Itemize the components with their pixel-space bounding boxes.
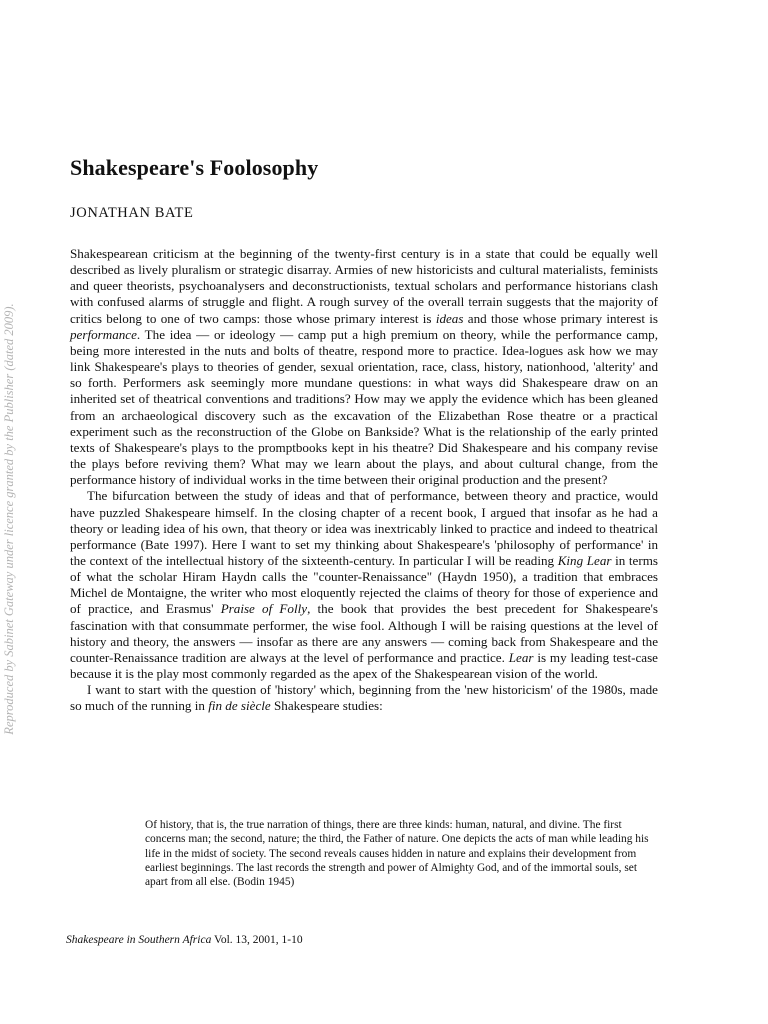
article-title: Shakespeare's Foolosophy [70, 155, 319, 180]
emphasis-performance: performance [70, 326, 137, 342]
block-quote-bodin: Of history, that is, the true narration of things, there are three kinds: human, natural, and divine. The first concerns man; the second, nature; the third, the Father of nature. One depicts the acts of man while leading his life in the midst of society. The second reveals causes hidden in nature and explains their development from earliest beginnings. The last records the strength and power of Almighty God, and of the immortal souls, set apart from all else. (Bodin 1945) [145, 819, 649, 889]
phrase-fin-de-siecle: fin de siècle [208, 698, 271, 714]
licence-watermark: Reproduced by Sabinet Gateway under licence granted by the Publisher (dated 2009). [2, 303, 16, 735]
title-lear: Lear [508, 649, 534, 665]
paragraph-2: The bifurcation between the study of ideas and that of performance, between theory and practice, would have puzzled Shakespeare himself. In the closing chapter of a recent book, I argued that insofar as he had a theory or leading idea of his own, that theory or idea was inextricably linked to practice and indeed to theatrical performance (Bate 1997). Here I want to set my thinking about Shakespeare's 'philosophy of performance' in the context of the intellectual history of the sixteenth-century. In particular I will be reading King Lear in terms of what the scholar Hiram Haydn calls the "counter-Renaissance" (Haydn 1950), a tradition that embraces Michel de Montaigne, the writer who most eloquently rejected the claims of theory for those of experience and of practice, and Erasmus' Praise of Folly, the book that provides the best precedent for Shakespeare's fascination with that consummate performer, the wise fool. Although I will be raising questions at the level of history and theory, the answers — insofar as there are any answers — coming back from Shakespeare and the counter-Renaissance tradition are always at the level of performance and practice. Lear is my leading test-case because it is the play most commonly regarded as the apex of the Shakespearean vision of the world. [70, 488, 658, 682]
title-king-lear: King Lear [557, 552, 612, 568]
emphasis-ideas: ideas [435, 310, 464, 326]
journal-citation [66, 934, 303, 946]
paragraph-1: Shakespearean criticism at the beginning of the twenty-first century is in a state that could be equally well described as lively pluralism or strategic disarray. Armies of new historicists and cultural materialists, feminists and queer theorists, psychoanalysers and deconstructionists, textual scholars and performance historians clash with confused alarms of struggle and flight. A rough survey of the overall terrain suggests that the majority of critics belong to one of two camps: those whose primary interest is ideas and those whose primary interest is performance. The idea — or ideology — camp put a high premium on theory, while the performance camp, being more interested in the nuts and bolts of theatre, respond more to practice. Idea-logues ask how we may link Shakespeare's plays to theories of gender, sexual orientation, race, class, history, nationhood, 'alterity' and so forth. Performers ask seemingly more mundane questions: in what ways did Shakespeare draw on an inherited set of theatrical conventions and traditions? How may we apply the evidence which has been gleaned from an archaeological discovery such as the excavation of the Elizabethan Rose theatre or a practical experiment such as the reconstruction of the Globe on Bankside? What is the relationship of the early printed texts of Shakespeare's plays to the promptbooks kept in his theatre? Did Shakespeare and his company revise the plays before reviving them? What may we learn about the plays, and about cultural change, from the performance history of individual works in the time between their original production and the present? [70, 246, 658, 488]
paragraph-3: I want to start with the question of 'history' which, beginning from the 'new historicism' of the 1980s, made so much of the running in fin de siècle Shakespeare studies: [70, 682, 658, 714]
author-name: JONATHAN BATE [70, 205, 194, 221]
title-praise-of-folly: Praise of Folly [220, 601, 308, 617]
journal-details: Vol. 13, 2001, 1-10 [211, 934, 303, 946]
article-body [70, 246, 658, 715]
journal-title: Shakespeare in Southern Africa [66, 934, 212, 946]
